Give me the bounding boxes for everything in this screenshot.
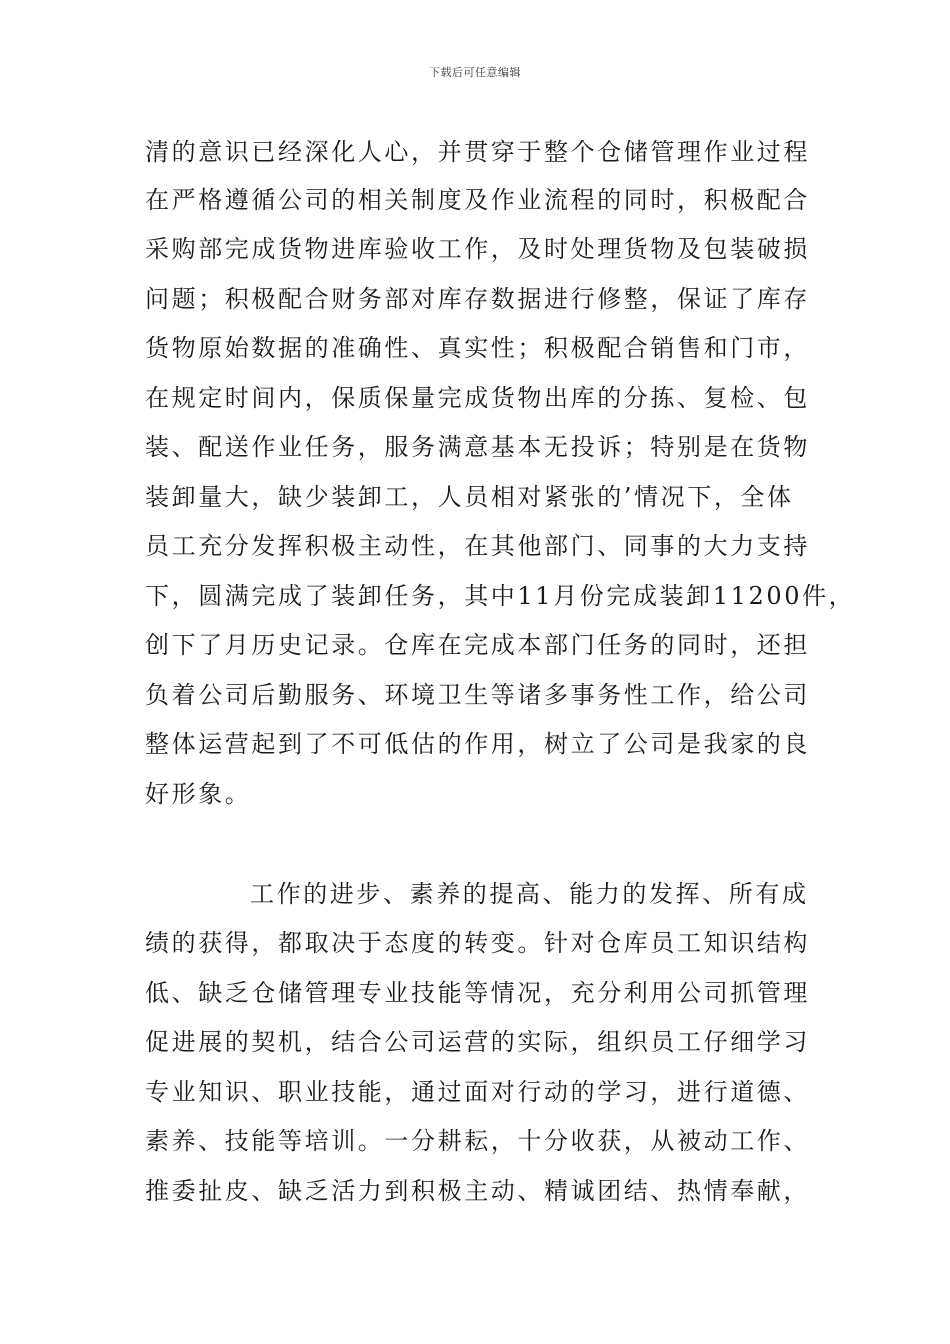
- paragraph-2-line-7: 推委扯皮、缺乏活力到积极主动、精诚团结、热情奉献，: [145, 1177, 810, 1205]
- paragraph-2-line-4: 促进展的契机，结合公司运营的实际，组织员工仔细学习: [145, 1028, 810, 1056]
- paragraph-1-line-8: 装卸量大，缺少装卸工，人员相对紧张的’情况下，全体: [145, 483, 794, 511]
- paragraph-1-line-12: 负着公司后勤服务、环境卫生等诸多事务性工作，给公司: [145, 681, 810, 709]
- paragraph-1-line-13: 整体运营起到了不可低估的作用，树立了公司是我家的良: [145, 730, 810, 758]
- paragraph-2-line-1: 工作的进步、素养的提高、能力的发挥、所有成: [250, 880, 809, 908]
- paragraph-1-line-3: 采购部完成货物进库验收工作，及时处理货物及包装破损: [145, 235, 810, 263]
- paragraph-1-line-4: 问题；积极配合财务部对库存数据进行修整，保证了库存: [145, 285, 810, 313]
- paragraph-1-line-1: 清的意识已经深化人心，并贯穿于整个仓储管理作业过程: [145, 138, 810, 166]
- paragraph-1-line-6: 在规定时间内，保质保量完成货物出库的分拣、复检、包: [145, 384, 810, 412]
- paragraph-1-line-14: 好形象。: [145, 780, 252, 808]
- paragraph-1-line-11: 创下了月历史记录。仓库在完成本部门任务的同时，还担: [145, 631, 810, 659]
- paragraph-2-line-3: 低、缺乏仓储管理专业技能等情况，充分利用公司抓管理: [145, 979, 810, 1007]
- paragraph-1-line-10: 下，圆满完成了装卸任务，其中11月份完成装卸11200件，: [145, 582, 856, 610]
- paragraph-2-line-2: 绩的获得，都取决于态度的转变。针对仓库员工知识结构: [145, 929, 810, 957]
- paragraph-1-line-2: 在严格遵循公司的相关制度及作业流程的同时，积极配合: [145, 186, 810, 214]
- paragraph-2-line-6: 素养、技能等培训。一分耕耘，十分收获，从被动工作、: [145, 1127, 810, 1155]
- page-header: 下载后可任意编辑: [429, 66, 521, 79]
- paragraph-2-line-5: 专业知识、职业技能，通过面对行动的学习，进行道德、: [145, 1078, 810, 1106]
- paragraph-1-line-7: 装、配送作业任务，服务满意基本无投诉；特别是在货物: [145, 433, 810, 461]
- paragraph-1-line-9: 员工充分发挥积极主动性，在其他部门、同事的大力支持: [145, 532, 810, 560]
- paragraph-1-line-5: 货物原始数据的准确性、真实性；积极配合销售和门市，: [145, 334, 810, 362]
